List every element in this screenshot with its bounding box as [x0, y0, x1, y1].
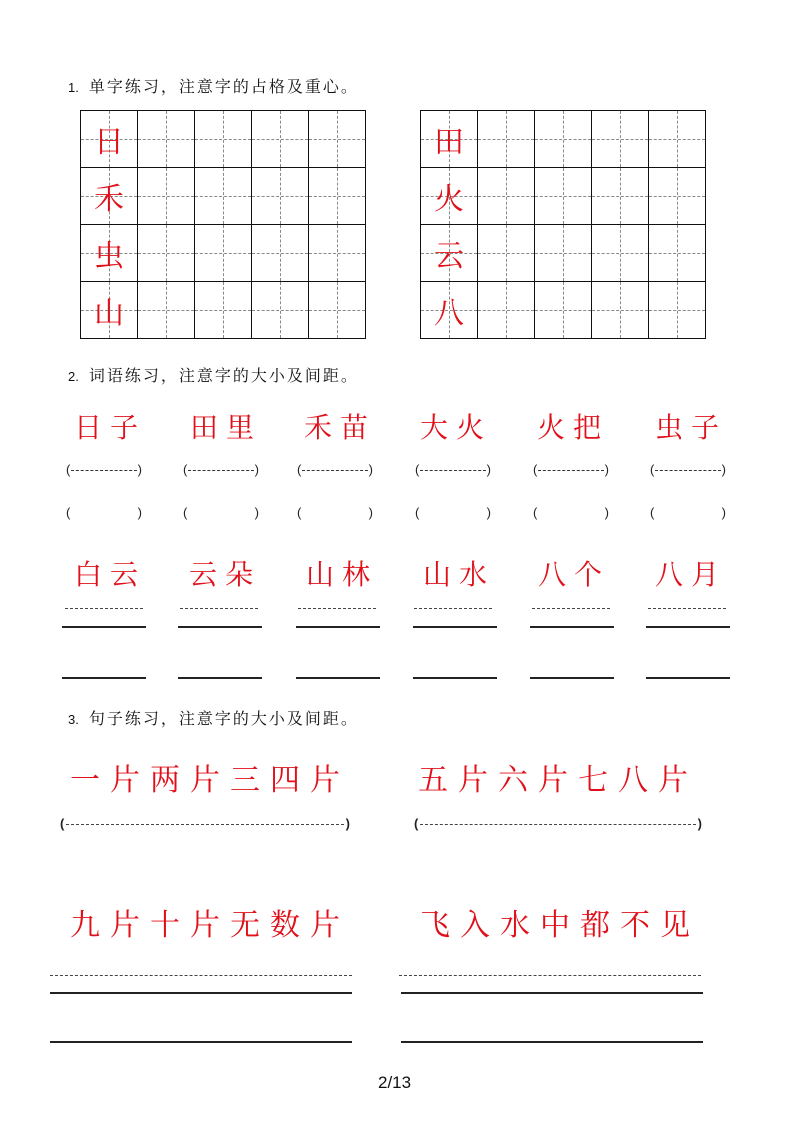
- model-word: 日子: [74, 411, 147, 444]
- grid-cell[interactable]: [478, 168, 535, 225]
- grid-cell[interactable]: [421, 282, 478, 339]
- model-character: 日: [94, 125, 124, 160]
- writing-line[interactable]: [50, 992, 352, 994]
- grid-cell[interactable]: [81, 111, 138, 168]
- grid-cell[interactable]: [592, 111, 649, 168]
- grid-cell[interactable]: [252, 111, 309, 168]
- answer-blank[interactable]: [533, 505, 609, 520]
- pinyin-answer-blank[interactable]: [183, 462, 259, 477]
- answer-blank[interactable]: [297, 505, 373, 520]
- pinyin-answer-blank[interactable]: [66, 462, 142, 477]
- pinyin-guide-line: [180, 608, 258, 609]
- pinyin-guide-line: [50, 975, 352, 976]
- grid-cell[interactable]: [138, 168, 195, 225]
- answer-blank[interactable]: [66, 505, 142, 520]
- close-paren: ): [721, 505, 726, 520]
- writing-line[interactable]: [646, 677, 730, 679]
- model-sentence: 五片六片七八片: [418, 763, 698, 798]
- model-word: 田里: [190, 411, 263, 444]
- pinyin-answer-blank[interactable]: [533, 462, 609, 477]
- grid-cell[interactable]: [535, 111, 592, 168]
- writing-line[interactable]: [401, 1041, 703, 1043]
- model-word: 山水: [423, 558, 496, 591]
- model-character: 田: [434, 125, 464, 160]
- section-1-title: 单字练习，注意字的占格及重心。: [88, 77, 359, 96]
- grid-cell[interactable]: [81, 282, 138, 339]
- pinyin-answer-blank[interactable]: [414, 816, 702, 831]
- pinyin-guide-line: [298, 608, 376, 609]
- open-paren: (: [66, 462, 71, 477]
- close-paren: ): [254, 505, 259, 520]
- writing-line[interactable]: [62, 677, 146, 679]
- dotted-guide: [420, 470, 485, 471]
- section-2-number: 2.: [68, 369, 79, 384]
- writing-line[interactable]: [646, 626, 730, 628]
- grid-cell[interactable]: [252, 282, 309, 339]
- writing-line[interactable]: [62, 626, 146, 628]
- section-3-title: 句子练习，注意字的大小及间距。: [88, 709, 359, 728]
- dotted-guide: [420, 824, 695, 825]
- grid-cell[interactable]: [81, 225, 138, 282]
- writing-line[interactable]: [296, 677, 380, 679]
- grid-cell[interactable]: [592, 168, 649, 225]
- writing-line[interactable]: [413, 626, 497, 628]
- grid-cell[interactable]: [252, 168, 309, 225]
- writing-line[interactable]: [401, 992, 703, 994]
- model-word: 云朵: [189, 558, 262, 591]
- grid-cell[interactable]: [649, 282, 706, 339]
- model-character: 禾: [94, 182, 124, 217]
- close-paren: ): [604, 462, 609, 477]
- grid-cell[interactable]: [592, 282, 649, 339]
- close-paren: ): [345, 816, 350, 831]
- model-word: 八月: [655, 558, 728, 591]
- open-paren: (: [415, 462, 420, 477]
- grid-cell[interactable]: [649, 111, 706, 168]
- writing-line[interactable]: [530, 677, 614, 679]
- close-paren: ): [368, 505, 373, 520]
- open-paren: (: [415, 505, 420, 520]
- grid-cell[interactable]: [252, 225, 309, 282]
- writing-line[interactable]: [178, 677, 262, 679]
- grid-cell[interactable]: [478, 282, 535, 339]
- close-paren: ): [604, 505, 609, 520]
- model-word: 禾苗: [304, 411, 377, 444]
- model-word: 八个: [538, 558, 611, 591]
- open-paren: (: [650, 462, 655, 477]
- grid-cell[interactable]: [309, 111, 366, 168]
- grid-cell[interactable]: [309, 225, 366, 282]
- model-sentence: 九片十片无数片: [70, 908, 350, 943]
- section-2-heading: [68, 363, 359, 386]
- model-word: 大火: [420, 411, 493, 444]
- writing-line[interactable]: [296, 626, 380, 628]
- grid-cell[interactable]: [195, 225, 252, 282]
- writing-line[interactable]: [50, 1041, 352, 1043]
- model-word: 山林: [306, 558, 379, 591]
- pinyin-guide-line: [648, 608, 726, 609]
- grid-cell[interactable]: [81, 168, 138, 225]
- grid-cell[interactable]: [649, 168, 706, 225]
- grid-cell[interactable]: [309, 282, 366, 339]
- open-paren: (: [183, 505, 188, 520]
- dotted-guide: [655, 470, 720, 471]
- grid-cell[interactable]: [138, 225, 195, 282]
- writing-line[interactable]: [530, 626, 614, 628]
- section-2-title: 词语练习，注意字的大小及间距。: [88, 366, 359, 385]
- pinyin-answer-blank[interactable]: [297, 462, 373, 477]
- grid-cell[interactable]: [535, 282, 592, 339]
- open-paren: (: [60, 816, 65, 831]
- dotted-guide: [188, 470, 253, 471]
- pinyin-answer-blank[interactable]: [60, 816, 350, 831]
- model-character: 山: [94, 296, 124, 331]
- model-character: 八: [434, 296, 464, 331]
- grid-cell[interactable]: [478, 225, 535, 282]
- pinyin-answer-blank[interactable]: [650, 462, 726, 477]
- close-paren: ): [254, 462, 259, 477]
- model-character: 虫: [94, 239, 124, 274]
- tianzige-grid-left: [80, 110, 366, 339]
- close-paren: ): [486, 462, 491, 477]
- writing-line[interactable]: [413, 677, 497, 679]
- section-1-number: 1.: [68, 80, 79, 95]
- dotted-guide: [66, 824, 343, 825]
- close-paren: ): [697, 816, 702, 831]
- pinyin-guide-line: [399, 975, 701, 976]
- grid-cell[interactable]: [478, 111, 535, 168]
- grid-cell[interactable]: [138, 111, 195, 168]
- close-paren: ): [721, 462, 726, 477]
- close-paren: ): [137, 462, 142, 477]
- tianzige-grid-right: [420, 110, 706, 339]
- model-character: 火: [434, 182, 464, 217]
- model-word: 虫子: [655, 411, 728, 444]
- model-word: 火把: [537, 411, 610, 444]
- open-paren: (: [297, 462, 302, 477]
- page-number: 2/13: [378, 1073, 412, 1092]
- grid-cell[interactable]: [535, 225, 592, 282]
- pinyin-guide-line: [414, 608, 492, 609]
- grid-cell[interactable]: [195, 282, 252, 339]
- section-3-heading: [68, 706, 359, 729]
- model-sentence: 一片两片三四片: [70, 763, 350, 798]
- model-character: 云: [434, 239, 464, 274]
- answer-blank[interactable]: [415, 505, 491, 520]
- grid-cell[interactable]: [195, 168, 252, 225]
- grid-cell[interactable]: [421, 111, 478, 168]
- grid-cell[interactable]: [138, 282, 195, 339]
- dotted-guide: [71, 470, 136, 471]
- close-paren: ): [486, 505, 491, 520]
- grid-cell[interactable]: [535, 168, 592, 225]
- grid-cell[interactable]: [309, 168, 366, 225]
- open-paren: (: [297, 505, 302, 520]
- open-paren: (: [183, 462, 188, 477]
- grid-cell[interactable]: [649, 225, 706, 282]
- pinyin-guide-line: [532, 608, 610, 609]
- section-1-heading: [68, 74, 359, 97]
- answer-blank[interactable]: [183, 505, 259, 520]
- close-paren: ): [368, 462, 373, 477]
- grid-cell[interactable]: [421, 225, 478, 282]
- grid-cell[interactable]: [421, 168, 478, 225]
- writing-line[interactable]: [178, 626, 262, 628]
- grid-cell[interactable]: [195, 111, 252, 168]
- open-paren: (: [650, 505, 655, 520]
- model-sentence: 飞入水中都不见: [420, 908, 700, 943]
- open-paren: (: [533, 462, 538, 477]
- close-paren: ): [137, 505, 142, 520]
- dotted-guide: [302, 470, 367, 471]
- section-3-number: 3.: [68, 712, 79, 727]
- grid-cell[interactable]: [592, 225, 649, 282]
- answer-blank[interactable]: [650, 505, 726, 520]
- open-paren: (: [66, 505, 71, 520]
- dotted-guide: [538, 470, 603, 471]
- model-word: 白云: [74, 558, 147, 591]
- pinyin-answer-blank[interactable]: [415, 462, 491, 477]
- open-paren: (: [533, 505, 538, 520]
- open-paren: (: [414, 816, 419, 831]
- pinyin-guide-line: [65, 608, 143, 609]
